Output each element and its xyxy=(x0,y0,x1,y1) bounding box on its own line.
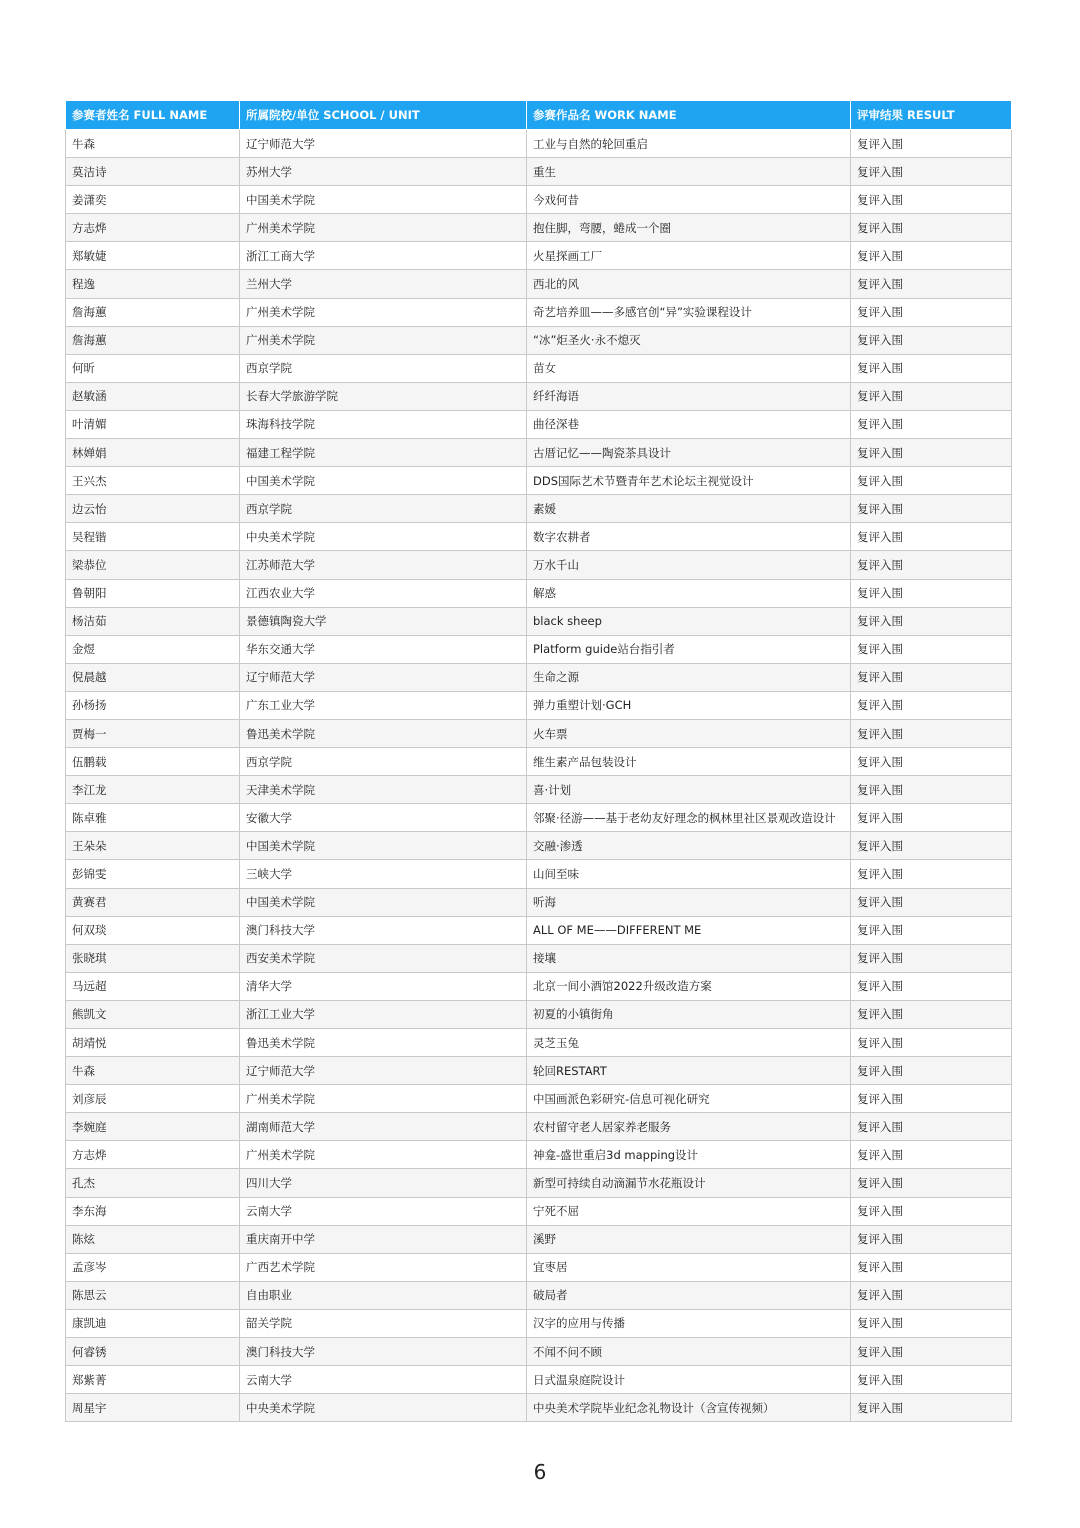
cell-work-name: 火星探画工厂 xyxy=(527,242,851,270)
cell-full-name: 何双琰 xyxy=(66,916,240,944)
cell-full-name: 熊凯文 xyxy=(66,1000,240,1028)
cell-result: 复评入围 xyxy=(851,804,1012,832)
cell-result: 复评入围 xyxy=(851,158,1012,186)
cell-full-name: 孙杨扬 xyxy=(66,691,240,719)
cell-result: 复评入围 xyxy=(851,523,1012,551)
cell-school-unit: 中国美术学院 xyxy=(240,888,527,916)
cell-result: 复评入围 xyxy=(851,495,1012,523)
cell-work-name: 宁死不屈 xyxy=(527,1197,851,1225)
cell-school-unit: 清华大学 xyxy=(240,972,527,1000)
cell-full-name: 牛森 xyxy=(66,1057,240,1085)
cell-work-name: 宜枣居 xyxy=(527,1253,851,1281)
cell-full-name: 吴程锴 xyxy=(66,523,240,551)
table-header-row xyxy=(66,101,1012,130)
table-row xyxy=(66,130,1012,158)
cell-full-name: 鲁朝阳 xyxy=(66,579,240,607)
cell-result: 复评入围 xyxy=(851,776,1012,804)
cell-work-name: 纤纤海语 xyxy=(527,382,851,410)
cell-work-name: 灵芝玉兔 xyxy=(527,1029,851,1057)
cell-work-name: 交融·渗透 xyxy=(527,832,851,860)
table-row xyxy=(66,410,1012,438)
cell-school-unit: 湖南师范大学 xyxy=(240,1113,527,1141)
cell-result: 复评入围 xyxy=(851,748,1012,776)
cell-school-unit: 鲁迅美术学院 xyxy=(240,1029,527,1057)
cell-work-name: 万水千山 xyxy=(527,551,851,579)
cell-full-name: 方志烨 xyxy=(66,214,240,242)
table-row xyxy=(66,1394,1012,1422)
cell-result: 复评入围 xyxy=(851,1197,1012,1225)
cell-full-name: 赵敏涵 xyxy=(66,382,240,410)
cell-full-name: 方志烨 xyxy=(66,1141,240,1169)
cell-work-name: 重生 xyxy=(527,158,851,186)
table-row xyxy=(66,326,1012,354)
cell-school-unit: 中国美术学院 xyxy=(240,832,527,860)
table-row xyxy=(66,1225,1012,1253)
cell-work-name: 解惑 xyxy=(527,579,851,607)
cell-work-name: 古厝记忆——陶瓷茶具设计 xyxy=(527,439,851,467)
results-table xyxy=(65,100,1012,1422)
cell-full-name: 彭锦雯 xyxy=(66,860,240,888)
cell-school-unit: 江苏师范大学 xyxy=(240,551,527,579)
cell-full-name: 陈卓雅 xyxy=(66,804,240,832)
cell-work-name: 工业与自然的轮回重启 xyxy=(527,130,851,158)
cell-result: 复评入围 xyxy=(851,439,1012,467)
cell-full-name: 詹海蕙 xyxy=(66,298,240,326)
cell-result: 复评入围 xyxy=(851,1113,1012,1141)
cell-school-unit: 云南大学 xyxy=(240,1366,527,1394)
cell-result: 复评入围 xyxy=(851,1253,1012,1281)
cell-work-name: 奇艺培养皿——多感官创“异”实验课程设计 xyxy=(527,298,851,326)
cell-work-name: ALL OF ME——DIFFERENT ME xyxy=(527,916,851,944)
cell-school-unit: 江西农业大学 xyxy=(240,579,527,607)
cell-school-unit: 广州美术学院 xyxy=(240,298,527,326)
cell-school-unit: 广州美术学院 xyxy=(240,214,527,242)
table-row xyxy=(66,354,1012,382)
table-row xyxy=(66,158,1012,186)
cell-result: 复评入围 xyxy=(851,467,1012,495)
cell-result: 复评入围 xyxy=(851,663,1012,691)
table-row xyxy=(66,972,1012,1000)
table-row xyxy=(66,860,1012,888)
cell-full-name: 伍鹏载 xyxy=(66,748,240,776)
cell-school-unit: 浙江工商大学 xyxy=(240,242,527,270)
cell-school-unit: 景德镇陶瓷大学 xyxy=(240,607,527,635)
header-work-name: 参赛作品名 WORK NAME xyxy=(527,101,851,130)
cell-full-name: 马远超 xyxy=(66,972,240,1000)
table-row xyxy=(66,523,1012,551)
cell-result: 复评入围 xyxy=(851,916,1012,944)
cell-full-name: 郑敏婕 xyxy=(66,242,240,270)
table-row xyxy=(66,944,1012,972)
cell-school-unit: 兰州大学 xyxy=(240,270,527,298)
cell-full-name: 李东海 xyxy=(66,1197,240,1225)
cell-school-unit: 安徽大学 xyxy=(240,804,527,832)
cell-result: 复评入围 xyxy=(851,719,1012,747)
table-row xyxy=(66,663,1012,691)
table-row xyxy=(66,1253,1012,1281)
cell-result: 复评入围 xyxy=(851,579,1012,607)
cell-school-unit: 中央美术学院 xyxy=(240,1394,527,1422)
table-row xyxy=(66,691,1012,719)
table-row xyxy=(66,551,1012,579)
header-result: 评审结果 RESULT xyxy=(851,101,1012,130)
cell-work-name: 北京一间小酒馆2022升级改造方案 xyxy=(527,972,851,1000)
cell-full-name: 何睿锈 xyxy=(66,1338,240,1366)
cell-result: 复评入围 xyxy=(851,1366,1012,1394)
cell-work-name: 曲径深巷 xyxy=(527,410,851,438)
cell-full-name: 詹海蕙 xyxy=(66,326,240,354)
cell-result: 复评入围 xyxy=(851,326,1012,354)
cell-full-name: 林婵娟 xyxy=(66,439,240,467)
table-row xyxy=(66,1309,1012,1337)
cell-result: 复评入围 xyxy=(851,1029,1012,1057)
cell-result: 复评入围 xyxy=(851,635,1012,663)
cell-work-name: 不闻不问不顾 xyxy=(527,1338,851,1366)
cell-work-name: 弹力重塑计划·GCH xyxy=(527,691,851,719)
cell-work-name: 维生素产品包装设计 xyxy=(527,748,851,776)
cell-school-unit: 辽宁师范大学 xyxy=(240,1057,527,1085)
cell-school-unit: 珠海科技学院 xyxy=(240,410,527,438)
cell-school-unit: 广州美术学院 xyxy=(240,1085,527,1113)
cell-work-name: 山间至味 xyxy=(527,860,851,888)
cell-full-name: 杨洁茹 xyxy=(66,607,240,635)
cell-result: 复评入围 xyxy=(851,214,1012,242)
cell-school-unit: 广东工业大学 xyxy=(240,691,527,719)
table-row xyxy=(66,804,1012,832)
cell-full-name: 黄赛君 xyxy=(66,888,240,916)
cell-work-name: 日式温泉庭院设计 xyxy=(527,1366,851,1394)
cell-work-name: 溪野 xyxy=(527,1225,851,1253)
cell-work-name: black sheep xyxy=(527,607,851,635)
cell-school-unit: 重庆南开中学 xyxy=(240,1225,527,1253)
cell-school-unit: 鲁迅美术学院 xyxy=(240,719,527,747)
table-row xyxy=(66,270,1012,298)
cell-school-unit: 中国美术学院 xyxy=(240,186,527,214)
cell-full-name: 何昕 xyxy=(66,354,240,382)
cell-result: 复评入围 xyxy=(851,382,1012,410)
table-row xyxy=(66,1281,1012,1309)
table-row xyxy=(66,635,1012,663)
table-row xyxy=(66,1366,1012,1394)
cell-work-name: 中国画派色彩研究-信息可视化研究 xyxy=(527,1085,851,1113)
cell-result: 复评入围 xyxy=(851,1000,1012,1028)
table-row xyxy=(66,1000,1012,1028)
table-row xyxy=(66,748,1012,776)
cell-result: 复评入围 xyxy=(851,607,1012,635)
table-row xyxy=(66,186,1012,214)
cell-school-unit: 西京学院 xyxy=(240,354,527,382)
cell-school-unit: 西京学院 xyxy=(240,748,527,776)
cell-school-unit: 苏州大学 xyxy=(240,158,527,186)
table-row xyxy=(66,214,1012,242)
cell-work-name: 神龛-盛世重启3d mapping设计 xyxy=(527,1141,851,1169)
cell-result: 复评入围 xyxy=(851,1225,1012,1253)
cell-work-name: “冰”炬圣火·永不熄灭 xyxy=(527,326,851,354)
cell-school-unit: 天津美术学院 xyxy=(240,776,527,804)
cell-work-name: 听海 xyxy=(527,888,851,916)
cell-full-name: 胡靖悦 xyxy=(66,1029,240,1057)
table-row xyxy=(66,1141,1012,1169)
cell-school-unit: 自由职业 xyxy=(240,1281,527,1309)
table-body xyxy=(66,130,1012,1422)
table-row xyxy=(66,382,1012,410)
cell-result: 复评入围 xyxy=(851,860,1012,888)
cell-work-name: 汉字的应用与传播 xyxy=(527,1309,851,1337)
cell-school-unit: 广西艺术学院 xyxy=(240,1253,527,1281)
table-row xyxy=(66,439,1012,467)
cell-full-name: 刘彦辰 xyxy=(66,1085,240,1113)
cell-work-name: 邻聚·径游——基于老幼友好理念的枫林里社区景观改造设计 xyxy=(527,804,851,832)
cell-work-name: 中央美术学院毕业纪念礼物设计（含宣传视频） xyxy=(527,1394,851,1422)
cell-full-name: 贾梅一 xyxy=(66,719,240,747)
cell-school-unit: 浙江工业大学 xyxy=(240,1000,527,1028)
table-row xyxy=(66,242,1012,270)
cell-result: 复评入围 xyxy=(851,130,1012,158)
cell-school-unit: 澳门科技大学 xyxy=(240,1338,527,1366)
table-row xyxy=(66,1085,1012,1113)
cell-full-name: 金煜 xyxy=(66,635,240,663)
table-row xyxy=(66,888,1012,916)
cell-school-unit: 中央美术学院 xyxy=(240,523,527,551)
cell-school-unit: 广州美术学院 xyxy=(240,326,527,354)
cell-result: 复评入围 xyxy=(851,972,1012,1000)
table-row xyxy=(66,298,1012,326)
cell-result: 复评入围 xyxy=(851,1169,1012,1197)
cell-work-name: 生命之源 xyxy=(527,663,851,691)
cell-full-name: 牛森 xyxy=(66,130,240,158)
cell-full-name: 周星宇 xyxy=(66,1394,240,1422)
table-row xyxy=(66,607,1012,635)
cell-school-unit: 辽宁师范大学 xyxy=(240,663,527,691)
header-school-unit: 所属院校/单位 SCHOOL / UNIT xyxy=(240,101,527,130)
cell-school-unit: 中国美术学院 xyxy=(240,467,527,495)
table-row xyxy=(66,467,1012,495)
cell-full-name: 孟彦岑 xyxy=(66,1253,240,1281)
table-row xyxy=(66,719,1012,747)
results-table-container xyxy=(65,100,1011,1422)
cell-full-name: 王兴杰 xyxy=(66,467,240,495)
cell-full-name: 边云怡 xyxy=(66,495,240,523)
cell-full-name: 梁恭位 xyxy=(66,551,240,579)
cell-full-name: 倪晨越 xyxy=(66,663,240,691)
cell-school-unit: 西京学院 xyxy=(240,495,527,523)
table-row xyxy=(66,832,1012,860)
cell-result: 复评入围 xyxy=(851,186,1012,214)
cell-full-name: 陈炫 xyxy=(66,1225,240,1253)
cell-result: 复评入围 xyxy=(851,1338,1012,1366)
cell-full-name: 郑紫菁 xyxy=(66,1366,240,1394)
cell-school-unit: 云南大学 xyxy=(240,1197,527,1225)
cell-full-name: 李婉庭 xyxy=(66,1113,240,1141)
table-row xyxy=(66,1057,1012,1085)
cell-result: 复评入围 xyxy=(851,410,1012,438)
cell-work-name: 数字农耕者 xyxy=(527,523,851,551)
cell-school-unit: 辽宁师范大学 xyxy=(240,130,527,158)
cell-school-unit: 福建工程学院 xyxy=(240,439,527,467)
cell-school-unit: 广州美术学院 xyxy=(240,1141,527,1169)
cell-full-name: 姜潇奕 xyxy=(66,186,240,214)
table-row xyxy=(66,1338,1012,1366)
cell-result: 复评入围 xyxy=(851,1394,1012,1422)
table-row xyxy=(66,776,1012,804)
cell-result: 复评入围 xyxy=(851,242,1012,270)
cell-full-name: 陈思云 xyxy=(66,1281,240,1309)
cell-work-name: 轮回RESTART xyxy=(527,1057,851,1085)
table-row xyxy=(66,1029,1012,1057)
cell-school-unit: 韶关学院 xyxy=(240,1309,527,1337)
table-row xyxy=(66,579,1012,607)
cell-result: 复评入围 xyxy=(851,1085,1012,1113)
cell-work-name: 新型可持续自动滴漏节水花瓶设计 xyxy=(527,1169,851,1197)
cell-result: 复评入围 xyxy=(851,551,1012,579)
cell-work-name: 今戏何昔 xyxy=(527,186,851,214)
cell-full-name: 程逸 xyxy=(66,270,240,298)
cell-result: 复评入围 xyxy=(851,832,1012,860)
cell-school-unit: 四川大学 xyxy=(240,1169,527,1197)
cell-result: 复评入围 xyxy=(851,1057,1012,1085)
cell-work-name: 初夏的小镇街角 xyxy=(527,1000,851,1028)
cell-result: 复评入围 xyxy=(851,888,1012,916)
cell-work-name: 西北的风 xyxy=(527,270,851,298)
cell-full-name: 叶清媚 xyxy=(66,410,240,438)
cell-work-name: DDS国际艺术节暨青年艺术论坛主视觉设计 xyxy=(527,467,851,495)
cell-full-name: 李江龙 xyxy=(66,776,240,804)
table-row xyxy=(66,1113,1012,1141)
header-full-name: 参赛者姓名 FULL NAME xyxy=(66,101,240,130)
cell-school-unit: 长春大学旅游学院 xyxy=(240,382,527,410)
cell-result: 复评入围 xyxy=(851,354,1012,382)
table-row xyxy=(66,1169,1012,1197)
cell-school-unit: 西安美术学院 xyxy=(240,944,527,972)
cell-work-name: 火车票 xyxy=(527,719,851,747)
cell-full-name: 王朵朵 xyxy=(66,832,240,860)
cell-work-name: 苗女 xyxy=(527,354,851,382)
cell-result: 复评入围 xyxy=(851,1309,1012,1337)
page-number: 6 xyxy=(533,1460,547,1484)
cell-work-name: 素媛 xyxy=(527,495,851,523)
cell-school-unit: 三峡大学 xyxy=(240,860,527,888)
cell-result: 复评入围 xyxy=(851,270,1012,298)
cell-result: 复评入围 xyxy=(851,944,1012,972)
cell-full-name: 孔杰 xyxy=(66,1169,240,1197)
cell-work-name: 农村留守老人居家养老服务 xyxy=(527,1113,851,1141)
cell-work-name: 喜·计划 xyxy=(527,776,851,804)
cell-school-unit: 澳门科技大学 xyxy=(240,916,527,944)
cell-work-name: Platform guide站台指引者 xyxy=(527,635,851,663)
cell-result: 复评入围 xyxy=(851,298,1012,326)
cell-work-name: 接壤 xyxy=(527,944,851,972)
table-row xyxy=(66,1197,1012,1225)
table-row xyxy=(66,916,1012,944)
cell-result: 复评入围 xyxy=(851,1281,1012,1309)
cell-school-unit: 华东交通大学 xyxy=(240,635,527,663)
cell-work-name: 破局者 xyxy=(527,1281,851,1309)
cell-full-name: 莫洁诗 xyxy=(66,158,240,186)
cell-work-name: 抱住脚，弯腰，蜷成一个圈 xyxy=(527,214,851,242)
cell-full-name: 张晓琪 xyxy=(66,944,240,972)
cell-result: 复评入围 xyxy=(851,1141,1012,1169)
cell-result: 复评入围 xyxy=(851,691,1012,719)
table-row xyxy=(66,495,1012,523)
cell-full-name: 康凯迪 xyxy=(66,1309,240,1337)
